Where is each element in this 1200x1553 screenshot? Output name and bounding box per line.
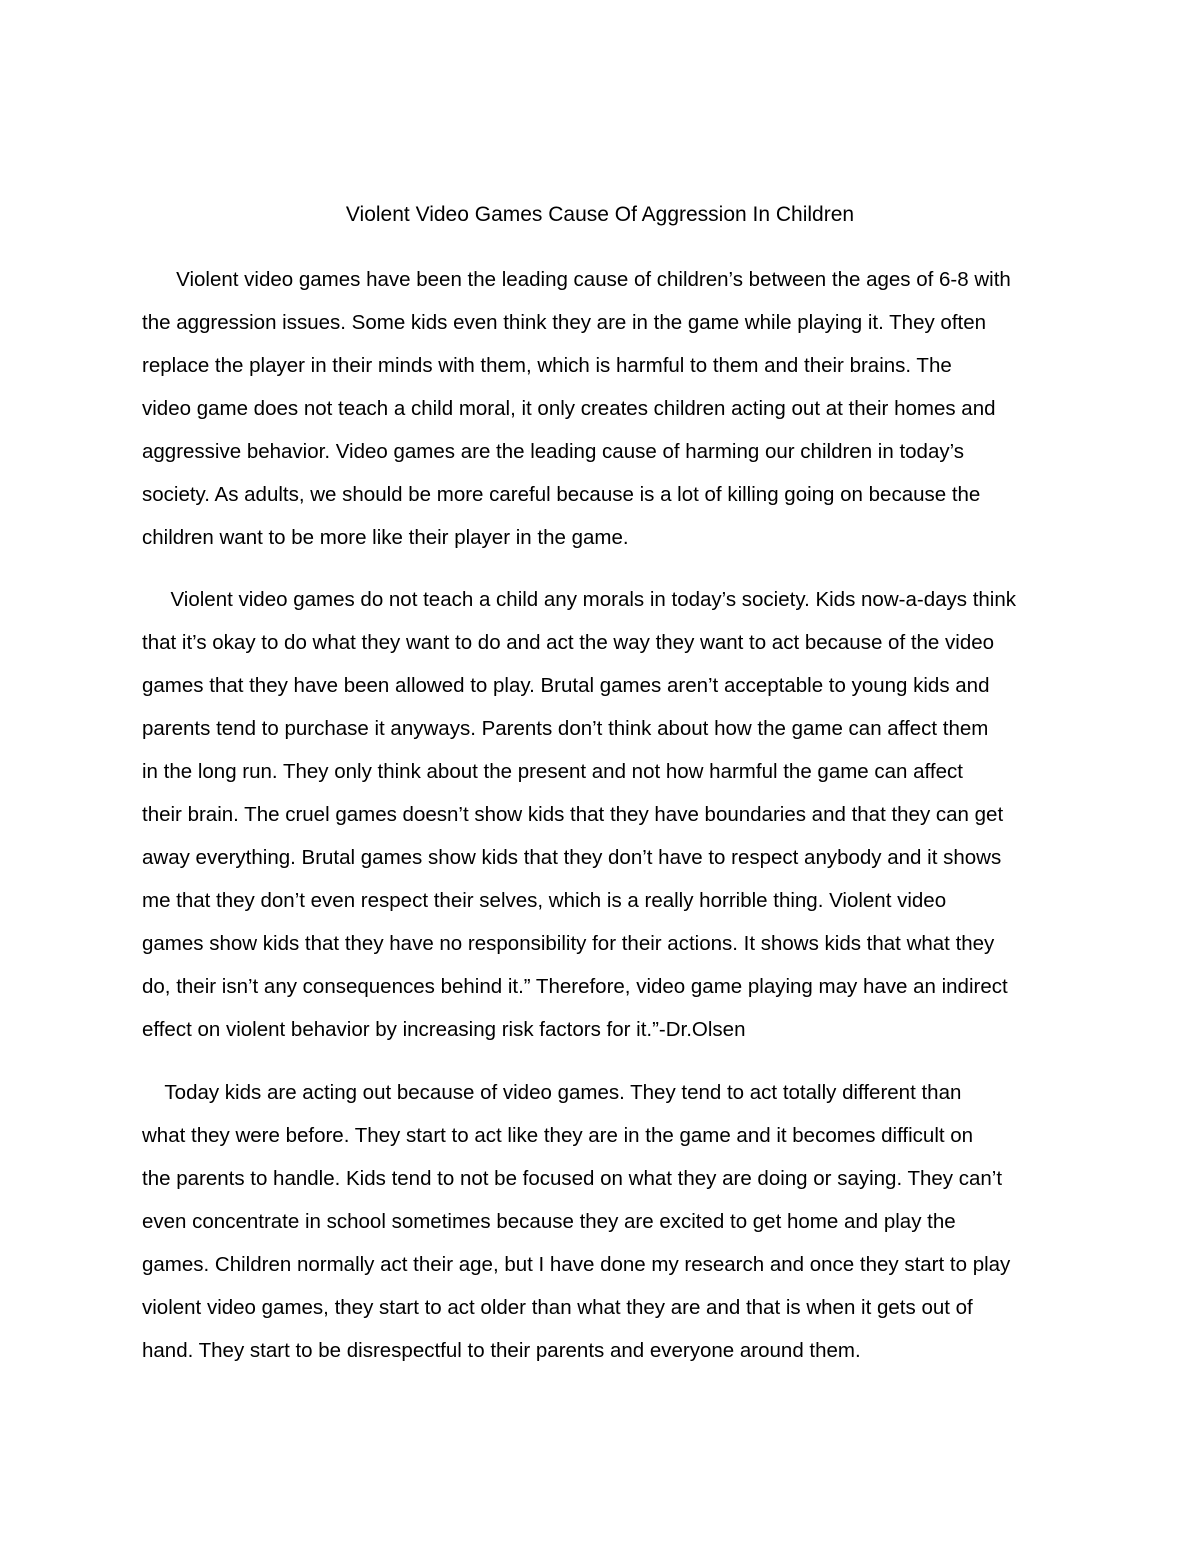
paragraph-2 (142, 578, 1067, 1051)
paragraph-line: their brain. The cruel games doesn’t show kids that they have boundaries and that they can get (142, 803, 1004, 826)
paragraph-line: children want to be more like their player in the game. (142, 526, 629, 549)
paragraph-line: Today kids are acting out because of video games. They tend to act totally different than (142, 1081, 962, 1104)
paragraph-line: Violent video games have been the leading cause of children’s between the ages of 6-8 with (142, 268, 1011, 291)
paragraph-line: parents tend to purchase it anyways. Parents don’t think about how the game can affect them (142, 717, 989, 740)
paragraph-line: games that they have been allowed to play. Brutal games aren’t acceptable to young kids and (142, 674, 990, 697)
paragraph-line: the parents to handle. Kids tend to not be focused on what they are doing or saying. They can’t (142, 1167, 1003, 1190)
paragraph-line: games show kids that they have no responsibility for their actions. It shows kids that what they (142, 932, 995, 955)
paragraph-line: do, their isn’t any consequences behind it.” Therefore, video game playing may have an indirect (142, 975, 1008, 998)
paragraph-line: video game does not teach a child moral, it only creates children acting out at their homes and (142, 397, 996, 420)
paragraph-line: that it’s okay to do what they want to do and act the way they want to act because of the video (142, 631, 995, 654)
paragraph-line: the aggression issues. Some kids even think they are in the game while playing it. They often (142, 311, 987, 334)
paragraph-line: what they were before. They start to act like they are in the game and it becomes difficult on (142, 1124, 974, 1147)
document-title: Violent Video Games Cause Of Aggression In Children (345, 203, 855, 226)
paragraph-line: violent video games, they start to act older than what they are and that is when it gets out of (142, 1296, 973, 1319)
paragraph-3 (142, 1071, 1067, 1372)
paragraph-line: games. Children normally act their age, but I have done my research and once they start to play (142, 1253, 1011, 1276)
paragraph-line: effect on violent behavior by increasing risk factors for it.”-Dr.Olsen (142, 1018, 746, 1041)
paragraph-1 (142, 258, 1067, 559)
paragraph-line: society. As adults, we should be more careful because is a lot of killing going on because the (142, 483, 981, 506)
paragraph-line: hand. They start to be disrespectful to their parents and everyone around them. (142, 1339, 861, 1362)
paragraph-line: away everything. Brutal games show kids that they don’t have to respect anybody and it shows (142, 846, 1002, 869)
paragraph-line: aggressive behavior. Video games are the leading cause of harming our children in today’s (142, 440, 965, 463)
paragraph-line: even concentrate in school sometimes because they are excited to get home and play the (142, 1210, 956, 1233)
paragraph-line: me that they don’t even respect their selves, which is a really horrible thing. Violent video (142, 889, 947, 912)
paragraph-line: in the long run. They only think about the present and not how harmful the game can affect (142, 760, 963, 783)
paragraph-line: Violent video games do not teach a child any morals in today’s society. Kids now-a-days think (142, 588, 1016, 611)
paragraph-line: replace the player in their minds with them, which is harmful to them and their brains. The (142, 354, 952, 377)
